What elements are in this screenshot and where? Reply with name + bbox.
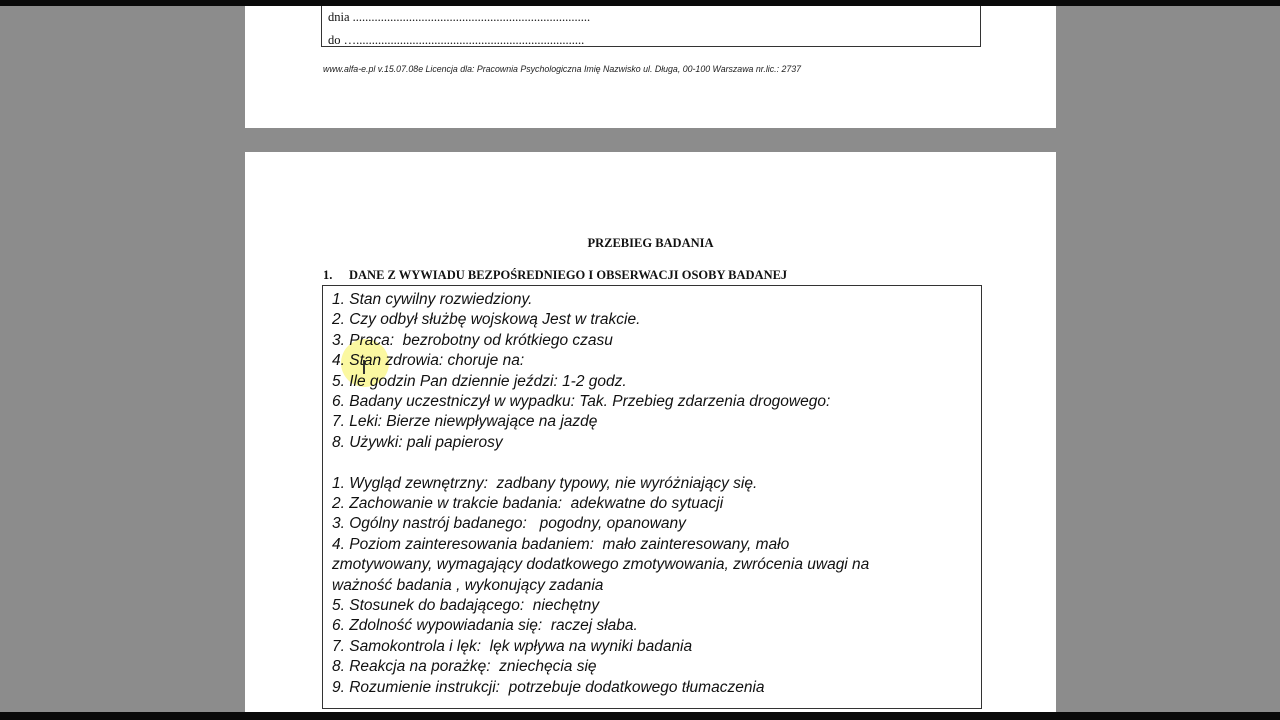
- bottom-edge-bar: [0, 712, 1280, 720]
- interview-line: 6. Badany uczestniczył w wypadku: Tak. Przebieg zdarzenia drogowego:: [332, 393, 831, 411]
- observation-line: 7. Samokontrola i lęk: lęk wpływa na wyniki badania: [332, 637, 693, 655]
- observation-line: ważność badania , wykonujący zadania: [332, 576, 604, 594]
- observation-line: zmotywowany, wymagający dodatkowego zmotywowania, zwrócenia uwagi na: [332, 556, 870, 574]
- interview-observation-box[interactable]: [322, 285, 982, 709]
- document-page-current: [245, 152, 1056, 712]
- observation-line: 5. Stosunek do badającego: niechętny: [332, 597, 600, 615]
- observation-line: 1. Wygląd zewnętrzny: zadbany typowy, nie wyróżniający się.: [332, 474, 758, 492]
- interview-line: 3. Praca: bezrobotny od krótkiego czasu: [332, 331, 613, 349]
- interview-line: 2. Czy odbył służbę wojskową Jest w trakcie.: [332, 311, 641, 329]
- blank-line: [332, 453, 981, 473]
- section-number: 1.: [323, 268, 333, 282]
- document-page-previous: [245, 6, 1056, 128]
- license-footer: www.alfa-e.pl v.15.07.08e Licencja dla: Pracownia Psychologiczna Imię Nazwisko ul. Długa, 00-100 Warszawa nr.lic.: 2737: [323, 64, 802, 74]
- observation-line: 4. Poziom zainteresowania badaniem: mało zainteresowany, mało: [332, 535, 790, 553]
- observation-line: 3. Ogólny nastrój badanego: pogodny, opanowany: [332, 515, 686, 533]
- interview-line: 4. Stan zdrowia: choruje na:: [332, 352, 525, 370]
- date-to-field[interactable]: do ….........................................................................: [328, 33, 585, 47]
- date-range-box: [321, 6, 981, 47]
- interview-line: 5. Ile godzin Pan dziennie jeździ: 1-2 godz.: [332, 372, 627, 390]
- interview-line: 1. Stan cywilny rozwiedziony.: [332, 291, 533, 308]
- page-heading: PRZEBIEG BADANIA: [587, 236, 714, 250]
- observation-line: 2. Zachowanie w trakcie badania: adekwatne do sytuacji: [332, 495, 724, 513]
- observation-line: 9. Rozumienie instrukcji: potrzebuje dodatkowego tłumaczenia: [332, 678, 765, 696]
- observation-line: 8. Reakcja na porażkę: zniechęcia się: [332, 658, 597, 676]
- section-title: DANE Z WYWIADU BEZPOŚREDNIEGO I OBSERWACJI OSOBY BADANEJ: [349, 268, 788, 282]
- date-from-field[interactable]: dnia ............................................................................: [328, 10, 591, 24]
- document-viewport[interactable]: [0, 6, 1280, 712]
- interview-line: 7. Leki: Bierze niewpływające na jazdę: [332, 413, 598, 431]
- observation-line: 6. Zdolność wypowiadania się: raczej słaba.: [332, 617, 638, 635]
- interview-line: 8. Używki: pali papierosy: [332, 433, 503, 451]
